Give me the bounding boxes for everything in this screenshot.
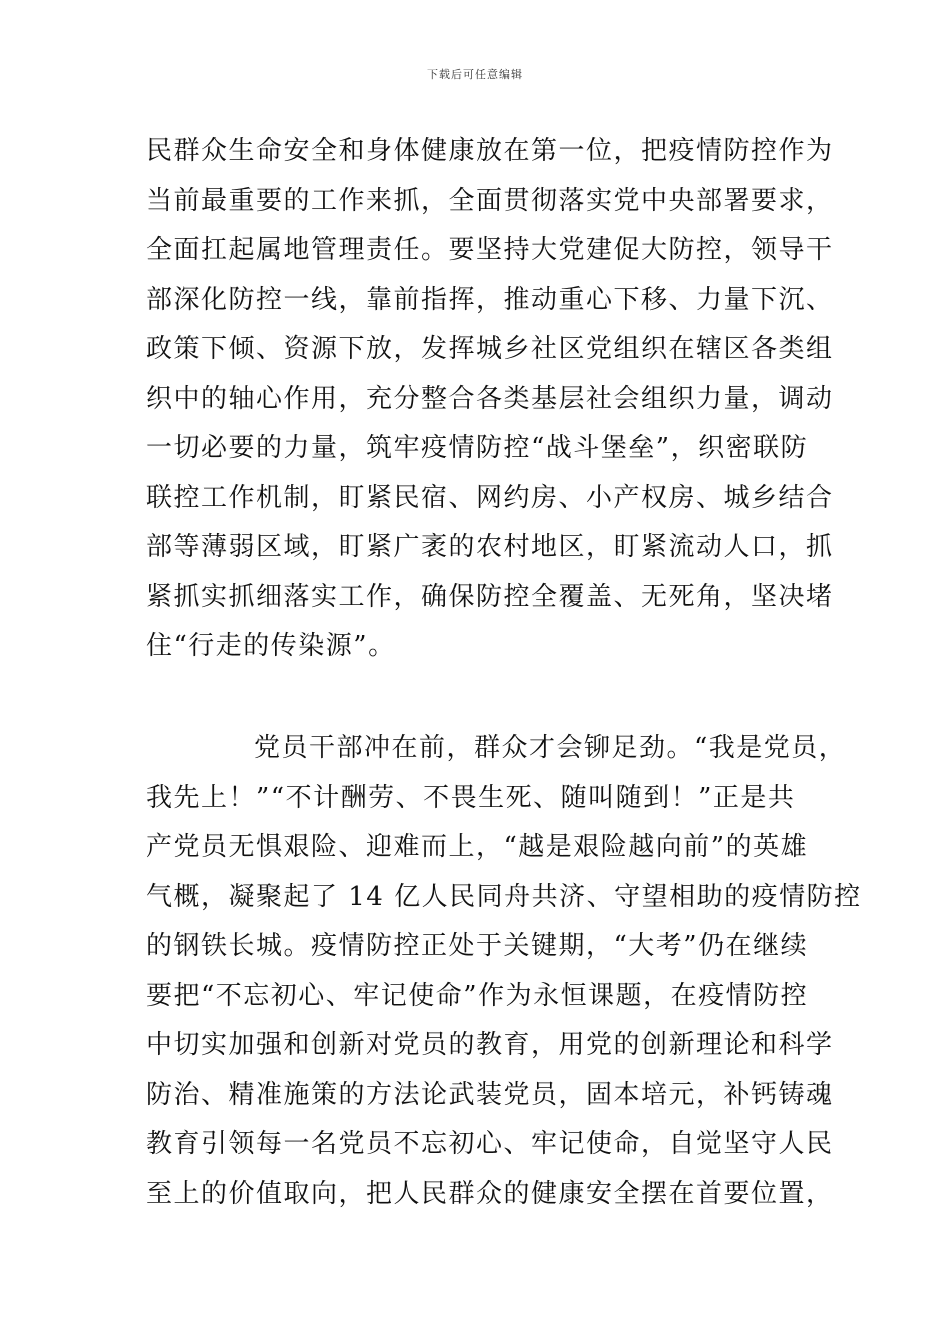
paragraph-line: 一切必要的力量，筑牢疫情防控“战斗堡垒”，织密联防 — [146, 433, 809, 463]
paragraph-line: 政策下倾、资源下放，发挥城乡社区党组织在辖区各类组 — [146, 334, 834, 364]
header-note: 下载后可任意编辑 — [427, 68, 523, 81]
paragraph-line: 织中的轴心作用，充分整合各类基层社会组织力量，调动 — [146, 383, 834, 414]
paragraph-line: 住“行走的传染源”。 — [146, 631, 396, 661]
paragraph-line: 部等薄弱区域，盯紧广袤的农村地区，盯紧流动人口，抓 — [146, 532, 834, 562]
paragraph-line: 全面扛起属地管理责任。要坚持大党建促大防控，领导干 — [146, 235, 834, 265]
paragraph-line: 我先上！”“不计酬劳、不畏生死、随叫随到！”正是共 — [146, 782, 796, 813]
paragraph-line: 部深化防控一线，靠前指挥，推动重心下移、力量下沉、 — [146, 284, 834, 315]
paragraph-line: 气概，凝聚起了 14 亿人民同舟共济、守望相助的疫情防控 — [146, 881, 862, 912]
paragraph-line: 防治、精准施策的方法论武装党员，固本培元，补钙铸魂 — [146, 1079, 834, 1110]
paragraph-line: 党员干部冲在前，群众才会铆足劲。“我是党员， — [254, 733, 847, 763]
paragraph-line: 当前最重要的工作来抓，全面贯彻落实党中央部署要求， — [146, 185, 834, 216]
paragraph-1 — [146, 127, 834, 672]
paragraph-line: 要把“不忘初心、牢记使命”作为永恒课题，在疫情防控 — [146, 980, 809, 1011]
paragraph-line: 联控工作机制，盯紧民宿、网约房、小产权房、城乡结合 — [146, 482, 834, 513]
paragraph-line: 民群众生命安全和身体健康放在第一位，把疫情防控作为 — [146, 136, 834, 166]
paragraph-2 — [146, 724, 862, 1219]
paragraph-line: 紧抓实抓细落实工作，确保防控全覆盖、无死角，坚决堵 — [146, 581, 834, 612]
paragraph-line: 教育引领每一名党员不忘初心、牢记使命，自觉坚守人民 — [146, 1129, 834, 1159]
paragraph-line: 至上的价值取向，把人民群众的健康安全摆在首要位置， — [146, 1178, 834, 1209]
paragraph-line: 中切实加强和创新对党员的教育，用党的创新理论和科学 — [146, 1030, 834, 1060]
paragraph-line: 的钢铁长城。疫情防控正处于关键期，“大考”仍在继续 — [146, 931, 809, 961]
paragraph-line: 产党员无惧艰险、迎难而上，“越是艰险越向前”的英雄 — [146, 832, 809, 862]
